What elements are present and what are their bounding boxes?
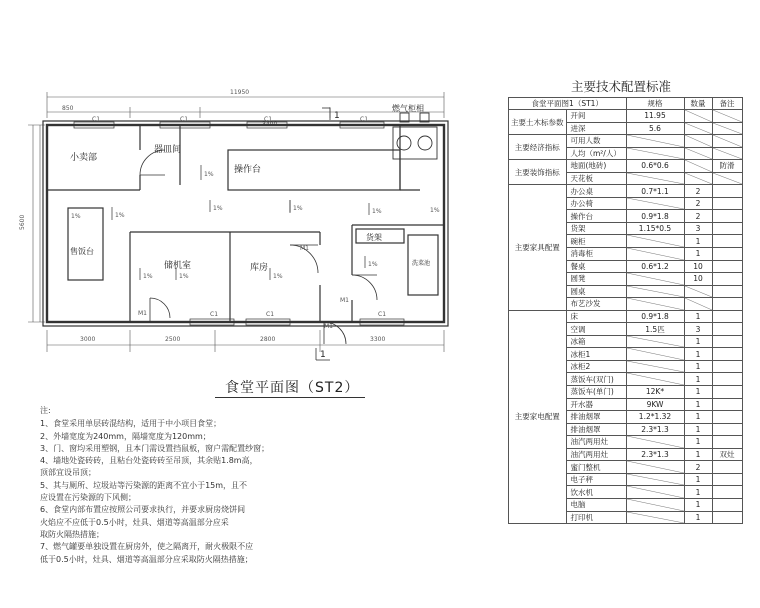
spec-qty [684,110,712,123]
spec-item: 餐桌 [566,260,626,273]
spec-item: 电脑 [566,498,626,511]
room-serving: 器皿间 [154,145,182,155]
spec-note [712,222,742,235]
spec-row [509,185,743,198]
spec-value: 11.95 [626,110,684,123]
spec-item: 地面(地砖) [566,160,626,173]
spec-value: 0.7*1.1 [626,185,684,198]
svg-text:2800: 2800 [260,336,276,343]
spec-value [626,285,684,298]
slope-label: 1% [430,207,440,214]
spec-item: 油汽两用灶 [566,436,626,449]
spec-item: 饮水机 [566,486,626,499]
spec-value: 0.6*0.6 [626,160,684,173]
spec-value [626,135,684,148]
spec-qty [684,298,712,311]
spec-value: 9KW [626,398,684,411]
window-label: C1 [180,116,189,123]
spec-note [712,248,742,261]
spec-note [712,260,742,273]
spec-value: 12K* [626,386,684,399]
spec-note [712,110,742,123]
note-line: 火焰应不应低于0.5小时，灶具、烟道等高温部分应采 [40,517,229,527]
room-storage: 储机室 [164,261,192,271]
spec-qty: 1 [684,398,712,411]
spec-value [626,436,684,449]
spec-item: 可用人数 [566,135,626,148]
door-label: M1 [340,297,349,304]
spec-header-row [509,98,743,110]
spec-note [712,273,742,286]
spec-value: 2.3*1.3 [626,423,684,436]
spec-item: 办公桌 [566,185,626,198]
slope-label: 1% [293,205,303,212]
window-label: C1 [210,311,219,318]
spec-qty [684,135,712,148]
note-line: 5、其与厕所、垃圾站等污染源的距离不宜小于15m，且不 [40,480,248,490]
floor-plan [0,0,500,380]
spec-value: 0.6*1.2 [626,260,684,273]
spec-value: 1.2*1.32 [626,411,684,424]
spec-body [509,110,743,524]
spec-row [509,310,743,323]
spec-value: 0.9*1.8 [626,210,684,223]
spec-value: 1.5匹 [626,323,684,336]
note-line: 3、门、窗均采用塑钢，且本门需设置挡鼠板，窗户需配置纱窗； [40,443,270,453]
spec-qty: 2 [684,210,712,223]
spec-note [712,235,742,248]
spec-note [712,436,742,449]
note-line: 6、食堂内部布置应按照公司要求执行，并要求厨房烧饼间 [40,505,246,515]
spec-qty: 2 [684,185,712,198]
spec-value [626,235,684,248]
spec-note [712,147,742,160]
note-line: 顶部宜设吊顶； [40,468,96,478]
spec-value [626,298,684,311]
spec-item: 碗柜 [566,235,626,248]
spec-table [508,97,743,524]
spec-value [626,511,684,524]
spec-note [712,373,742,386]
spec-item: 消毒柜 [566,248,626,261]
spec-qty: 1 [684,310,712,323]
window-label: C1 [360,116,369,123]
spec-item: 排油烟罩 [566,411,626,424]
spec-note [712,210,742,223]
spec-item: 圆桌 [566,285,626,298]
spec-item: 蒸饭车(单门) [566,386,626,399]
spec-value [626,197,684,210]
spec-note [712,411,742,424]
plan-title: 食堂平面图（ST2） [225,380,360,396]
section-mark-label: 1 [320,350,326,360]
note-line: 1、食堂采用单层砖混结构，适用于中小项目食堂； [40,419,222,429]
svg-text:5600: 5600 [19,214,26,230]
spec-note [712,323,742,336]
spec-item: 冰柜2 [566,360,626,373]
spec-value: 2.3*1.3 [626,448,684,461]
spec-category: 主要经济指标 [509,135,567,160]
spec-value [626,273,684,286]
spec-qty: 1 [684,360,712,373]
slope-label: 1% [204,171,214,178]
spec-category: 主要装饰指标 [509,160,567,185]
spec-item: 人均（m²/人） [566,147,626,160]
room-labels [70,103,430,273]
spec-value [626,360,684,373]
spec-value [626,335,684,348]
slope-label: 1% [143,273,153,280]
spec-header: 食堂平面图1（ST1） [509,98,627,110]
spec-qty: 1 [684,248,712,261]
spec-item: 打印机 [566,511,626,524]
spec-note [712,398,742,411]
slope-label: 1% [372,208,382,215]
spec-note [712,298,742,311]
spec-note [712,360,742,373]
spec-category: 主要土木标参数 [509,110,567,135]
spec-note [712,122,742,135]
spec-qty: 1 [684,448,712,461]
note-line: 低于0.5小时，灶具、烟道等高温部分应采取防火隔热措施； [40,554,253,564]
svg-text:3300: 3300 [370,336,386,343]
spec-qty: 1 [684,511,712,524]
spec-item: 天花板 [566,172,626,185]
spec-item: 开水器 [566,398,626,411]
note-line: 7、燃气罐要单独设置在厨房外，使之隔离开，耐火极限不应 [40,542,254,552]
spec-qty [684,160,712,173]
spec-qty: 3 [684,323,712,336]
spec-note [712,386,742,399]
spec-value [626,473,684,486]
spec-value: 0.9*1.8 [626,310,684,323]
spec-value: 5.6 [626,122,684,135]
window-labels [92,116,386,318]
inner-walls [43,121,448,326]
spec-qty: 1 [684,486,712,499]
slope-label: 1% [179,273,189,280]
room-wash: 洗菜池 [412,260,431,267]
spec-note [712,511,742,524]
spec-item: 办公椅 [566,197,626,210]
spec-qty [684,285,712,298]
section-mark-label: 1 [334,111,340,121]
spec-header: 规格 [626,98,684,110]
svg-text:3400: 3400 [262,121,278,128]
spec-qty: 10 [684,260,712,273]
note-line: 应设置在污染源的下风侧； [40,493,136,503]
note-line: 4、墙地处瓷砖砖，且粘台处瓷砖砖至吊顶，其余贴1.8m高， [40,456,258,466]
spec-note [712,498,742,511]
door-label: M1 [138,310,147,317]
slope-label: 1% [71,213,81,220]
spec-item: 布艺沙发 [566,298,626,311]
spec-value [626,248,684,261]
room-kitchen: 库房 [250,263,269,273]
doors [140,150,377,344]
spec-note [712,310,742,323]
room-shelf: 货架 [366,233,382,242]
room-small-shop: 小卖部 [70,153,98,163]
window-label: C1 [266,311,275,318]
outer-walls [47,125,444,322]
spec-qty: 1 [684,498,712,511]
svg-text:850: 850 [62,105,74,112]
window-label: C1 [92,116,101,123]
spec-qty: 1 [684,436,712,449]
spec-note: 防滑 [712,160,742,173]
spec-value: 1.15*0.5 [626,222,684,235]
plan-title-underline [215,397,365,398]
spec-qty: 1 [684,373,712,386]
slope-label: 1% [115,212,125,219]
spec-qty [684,172,712,185]
slope-arrows [68,165,369,280]
spec-item: 进深 [566,122,626,135]
door-label: M1 [300,245,309,252]
spec-item: 油汽两用灶 [566,448,626,461]
windows [74,122,404,325]
spec-item: 排油烟罩 [566,423,626,436]
spec-note [712,135,742,148]
spec-qty: 1 [684,411,712,424]
spec-qty: 10 [684,273,712,286]
spec-note [712,423,742,436]
spec-qty [684,122,712,135]
slope-label: 1% [273,273,283,280]
spec-qty: 1 [684,335,712,348]
spec-header: 备注 [712,98,742,110]
window-label: C1 [378,311,387,318]
spec-note [712,473,742,486]
spec-item: 开间 [566,110,626,123]
spec-item: 冰箱 [566,335,626,348]
spec-item: 床 [566,310,626,323]
window-label: C1 [264,116,273,123]
spec-note [712,185,742,198]
spec-qty: 2 [684,461,712,474]
spec-header: 数量 [684,98,712,110]
spec-row [509,110,743,123]
spec-category: 主要家具配置 [509,185,567,310]
spec-qty [684,147,712,160]
spec-note [712,285,742,298]
spec-note [712,486,742,499]
spec-note [712,335,742,348]
svg-text:3000: 3000 [80,336,96,343]
spec-note [712,461,742,474]
notes [40,405,340,566]
door-label: M1 [324,323,333,330]
spec-value [626,486,684,499]
spec-item: 圆凳 [566,273,626,286]
svg-text:2500: 2500 [165,336,181,343]
room-serve-counter: 售饭台 [70,247,94,256]
spec-row [509,160,743,173]
spec-item: 货架 [566,222,626,235]
spec-qty: 2 [684,197,712,210]
spec-value [626,498,684,511]
slope-label: 1% [213,205,223,212]
spec-row [509,135,743,148]
spec-item: 蒸饭车(双门) [566,373,626,386]
note-line: 2、外墙宽度为240mm，隔墙宽度为120mm； [40,431,211,441]
spec-value [626,147,684,160]
spec-qty: 1 [684,473,712,486]
spec-qty: 1 [684,348,712,361]
svg-text:11950: 11950 [230,89,250,96]
notes-heading: 注: [40,406,51,415]
spec-qty: 1 [684,423,712,436]
spec-item: 蜜门整机 [566,461,626,474]
spec-value [626,348,684,361]
spec-item: 操作台 [566,210,626,223]
spec-item: 空调 [566,323,626,336]
spec-qty: 1 [684,235,712,248]
spec-category: 主要家电配置 [509,310,567,523]
room-gas: 燃气柜相 [392,104,424,113]
spec-note [712,348,742,361]
spec-value [626,373,684,386]
spec-note [712,172,742,185]
spec-value [626,461,684,474]
spec-item: 电子秤 [566,473,626,486]
note-line: 取防火隔热措施； [40,529,104,539]
spec-note: 双灶 [712,448,742,461]
spec-title: 主要技术配置标准 [570,79,671,94]
room-prep: 操作台 [234,165,262,175]
spec-qty: 3 [684,222,712,235]
spec-value [626,172,684,185]
slope-label: 1% [368,261,378,268]
spec-item: 冰柜1 [566,348,626,361]
spec-note [712,197,742,210]
spec-qty: 1 [684,386,712,399]
